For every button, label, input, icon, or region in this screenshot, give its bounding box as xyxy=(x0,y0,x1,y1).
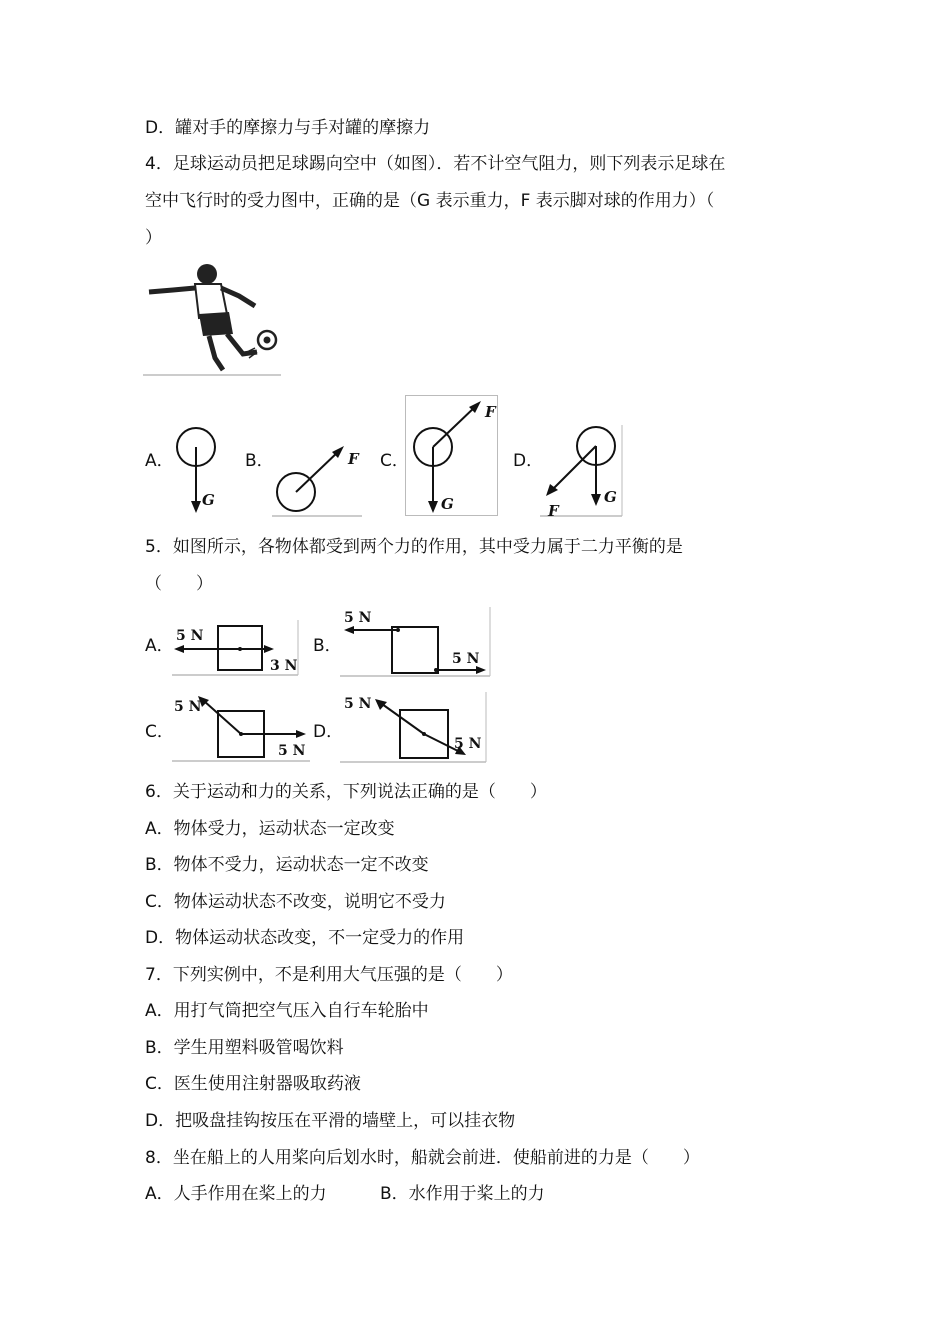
q5-b-force-left: 5 N xyxy=(344,610,372,626)
q7-option-c: C．医生使用注射器吸取药液 xyxy=(145,1074,361,1094)
q8-option-a: A．人手作用在桨上的力 xyxy=(145,1184,327,1204)
q8-stem: 8．坐在船上的人用桨向后划水时，船就会前进．使船前进的力是（ ） xyxy=(145,1148,700,1168)
q5-c-force-left: 5 N xyxy=(174,699,202,715)
q5-option-a-label: A． xyxy=(145,636,174,656)
q5-option-b-diagram xyxy=(340,605,492,677)
q5-option-a-diagram xyxy=(172,618,300,676)
q5-option-c-diagram xyxy=(172,693,312,763)
q6-stem: 6．关于运动和力的关系，下列说法正确的是（ ） xyxy=(145,782,547,802)
q5-stem-line2: （ ） xyxy=(145,574,213,594)
q4-option-a-diagram xyxy=(170,425,225,520)
q5-a-force-right: 3 N xyxy=(270,658,298,674)
q5-option-b-label: B． xyxy=(313,636,342,656)
q5-option-d-diagram xyxy=(340,690,490,764)
q4-c-label-g: G xyxy=(441,495,454,513)
q5-a-force-left: 5 N xyxy=(176,628,204,644)
q8-option-b: B．水作用于桨上的力 xyxy=(380,1184,545,1204)
q4-stem-line3: ） xyxy=(145,228,162,248)
soccer-player-figure xyxy=(143,262,283,377)
q4-option-a-label: A． xyxy=(145,451,174,471)
q4-stem-line1: 4．足球运动员把足球踢向空中（如图）．若不计空气阻力，则下列表示足球在 xyxy=(145,154,726,174)
q4-option-b-label: B． xyxy=(245,451,274,471)
q6-option-d: D．物体运动状态改变，不一定受力的作用 xyxy=(145,928,465,948)
q4-option-b-diagram xyxy=(272,440,364,520)
q3-option-d: D．罐对手的摩擦力与手对罐的摩擦力 xyxy=(145,118,431,138)
q7-option-a: A．用打气筒把空气压入自行车轮胎中 xyxy=(145,1001,429,1021)
q4-a-label-g: G xyxy=(202,491,215,509)
q4-option-d-label: D． xyxy=(513,451,544,471)
q5-option-d-label: D． xyxy=(313,722,344,742)
q5-b-force-right: 5 N xyxy=(452,651,480,667)
q4-option-c-label: C． xyxy=(380,451,409,471)
q4-c-label-f: F xyxy=(485,403,496,421)
q4-b-label-f: F xyxy=(348,450,359,468)
q7-stem: 7．下列实例中，不是利用大气压强的是（ ） xyxy=(145,965,513,985)
q4-d-label-f: F xyxy=(548,502,559,520)
q7-option-b: B．学生用塑料吸管喝饮料 xyxy=(145,1038,344,1058)
q6-option-a: A．物体受力，运动状态一定改变 xyxy=(145,819,395,839)
q5-d-force-left: 5 N xyxy=(344,696,372,712)
q4-d-label-g: G xyxy=(604,488,617,506)
q5-c-force-right: 5 N xyxy=(278,743,306,759)
q6-option-c: C．物体运动状态不改变，说明它不受力 xyxy=(145,892,446,912)
q4-option-d-diagram xyxy=(540,420,625,520)
q4-stem-line2: 空中飞行时的受力图中，正确的是（G 表示重力，F 表示脚对球的作用力）（ xyxy=(145,191,715,211)
q5-option-c-label: C． xyxy=(145,722,174,742)
q5-stem-line1: 5．如图所示，各物体都受到两个力的作用，其中受力属于二力平衡的是 xyxy=(145,537,683,557)
q7-option-d: D．把吸盘挂钩按压在平滑的墙壁上，可以挂衣物 xyxy=(145,1111,516,1131)
q6-option-b: B．物体不受力，运动状态一定不改变 xyxy=(145,855,429,875)
q4-option-c-diagram xyxy=(405,395,500,520)
q5-d-force-right: 5 N xyxy=(454,736,482,752)
